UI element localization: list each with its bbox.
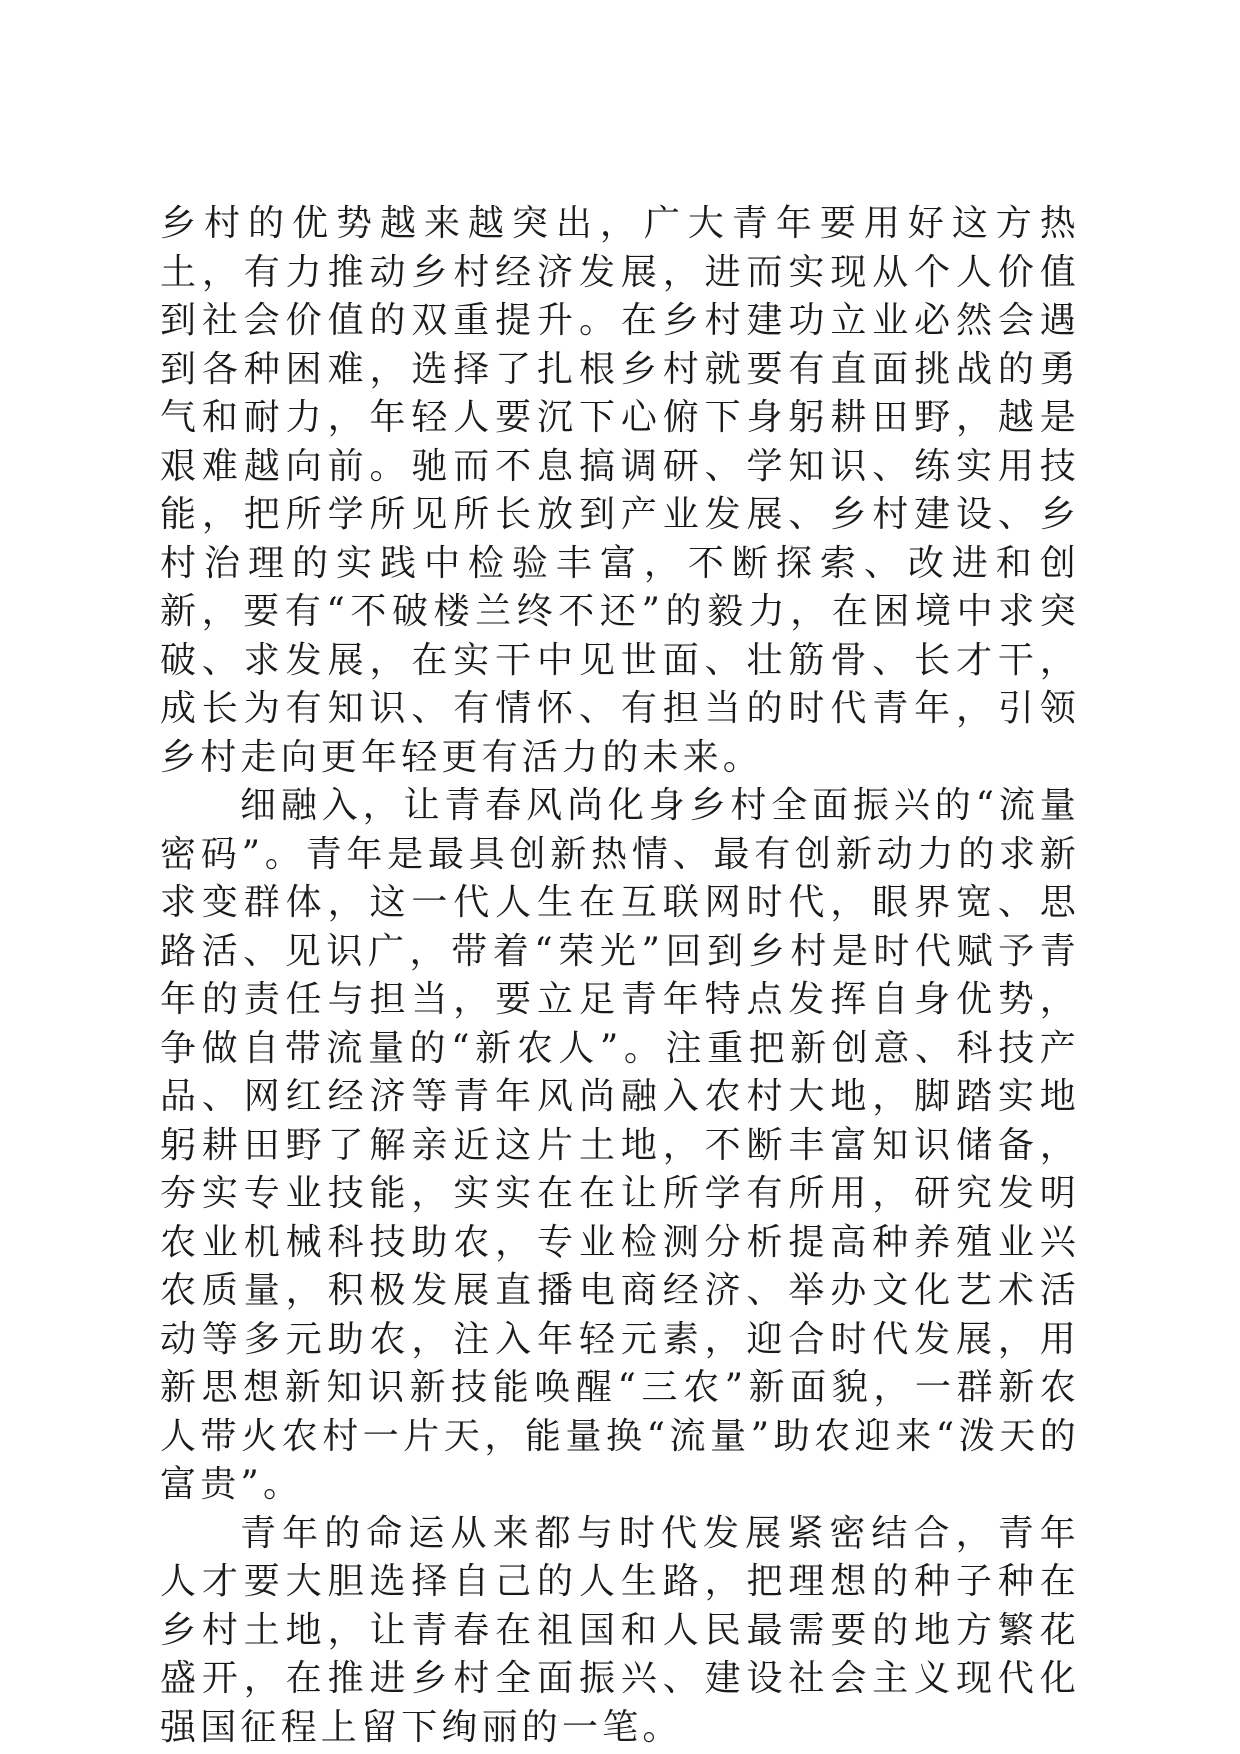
paragraph-1: 乡村的优势越来越突出，广大青年要用好这方热土，有力推动乡村经济发展，进而实现从个人价值到社会价值的双重提升。在乡村建功立业必然会遇到各种困难，选择了扎根乡村就要有直面挑战的勇气和耐力，年轻人要沉下心俯下身躬耕田野，越是艰难越向前。驰而不息搞调研、学知识、练实用技能，把所学所见所长放到产业发展、乡村建设、乡村治理的实践中检验丰富，不断探索、改进和创新，要有“不破楼兰终不还”的毅力，在困境中求突破、求发展，在实干中见世面、壮筋骨、长才干，成长为有知识、有情怀、有担当的时代青年，引领乡村走向更年轻更有活力的未来。 [160,203,1080,778]
document-body [160,200,1080,1752]
paragraph-3: 青年的命运从来都与时代发展紧密结合，青年人才要大胆选择自己的人生路，把理想的种子种在乡村土地，让青春在祖国和人民最需要的地方繁花盛开，在推进乡村全面振兴、建设社会主义现代化强国征程上留下绚丽的一笔。 [160,1512,1080,1748]
paragraph-2: 细融入，让青春风尚化身乡村全面振兴的“流量密码”。青年是最具创新热情、最有创新动力的求新求变群体，这一代人生在互联网时代，眼界宽、思路活、见识广，带着“荣光”回到乡村是时代赋予青年的责任与担当，要立足青年特点发挥自身优势，争做自带流量的“新农人”。注重把新创意、科技产品、网红经济等青年风尚融入农村大地，脚踏实地躬耕田野了解亲近这片土地，不断丰富知识储备，夯实专业技能，实实在在让所学有所用，研究发明农业机械科技助农，专业检测分析提高种养殖业兴农质量，积极发展直播电商经济、举办文化艺术活动等多元助农，注入年轻元素，迎合时代发展，用新思想新知识新技能唤醒“三农”新面貌，一群新农人带火农村一片天，能量换“流量”助农迎来“泼天的富贵”。 [160,785,1080,1505]
